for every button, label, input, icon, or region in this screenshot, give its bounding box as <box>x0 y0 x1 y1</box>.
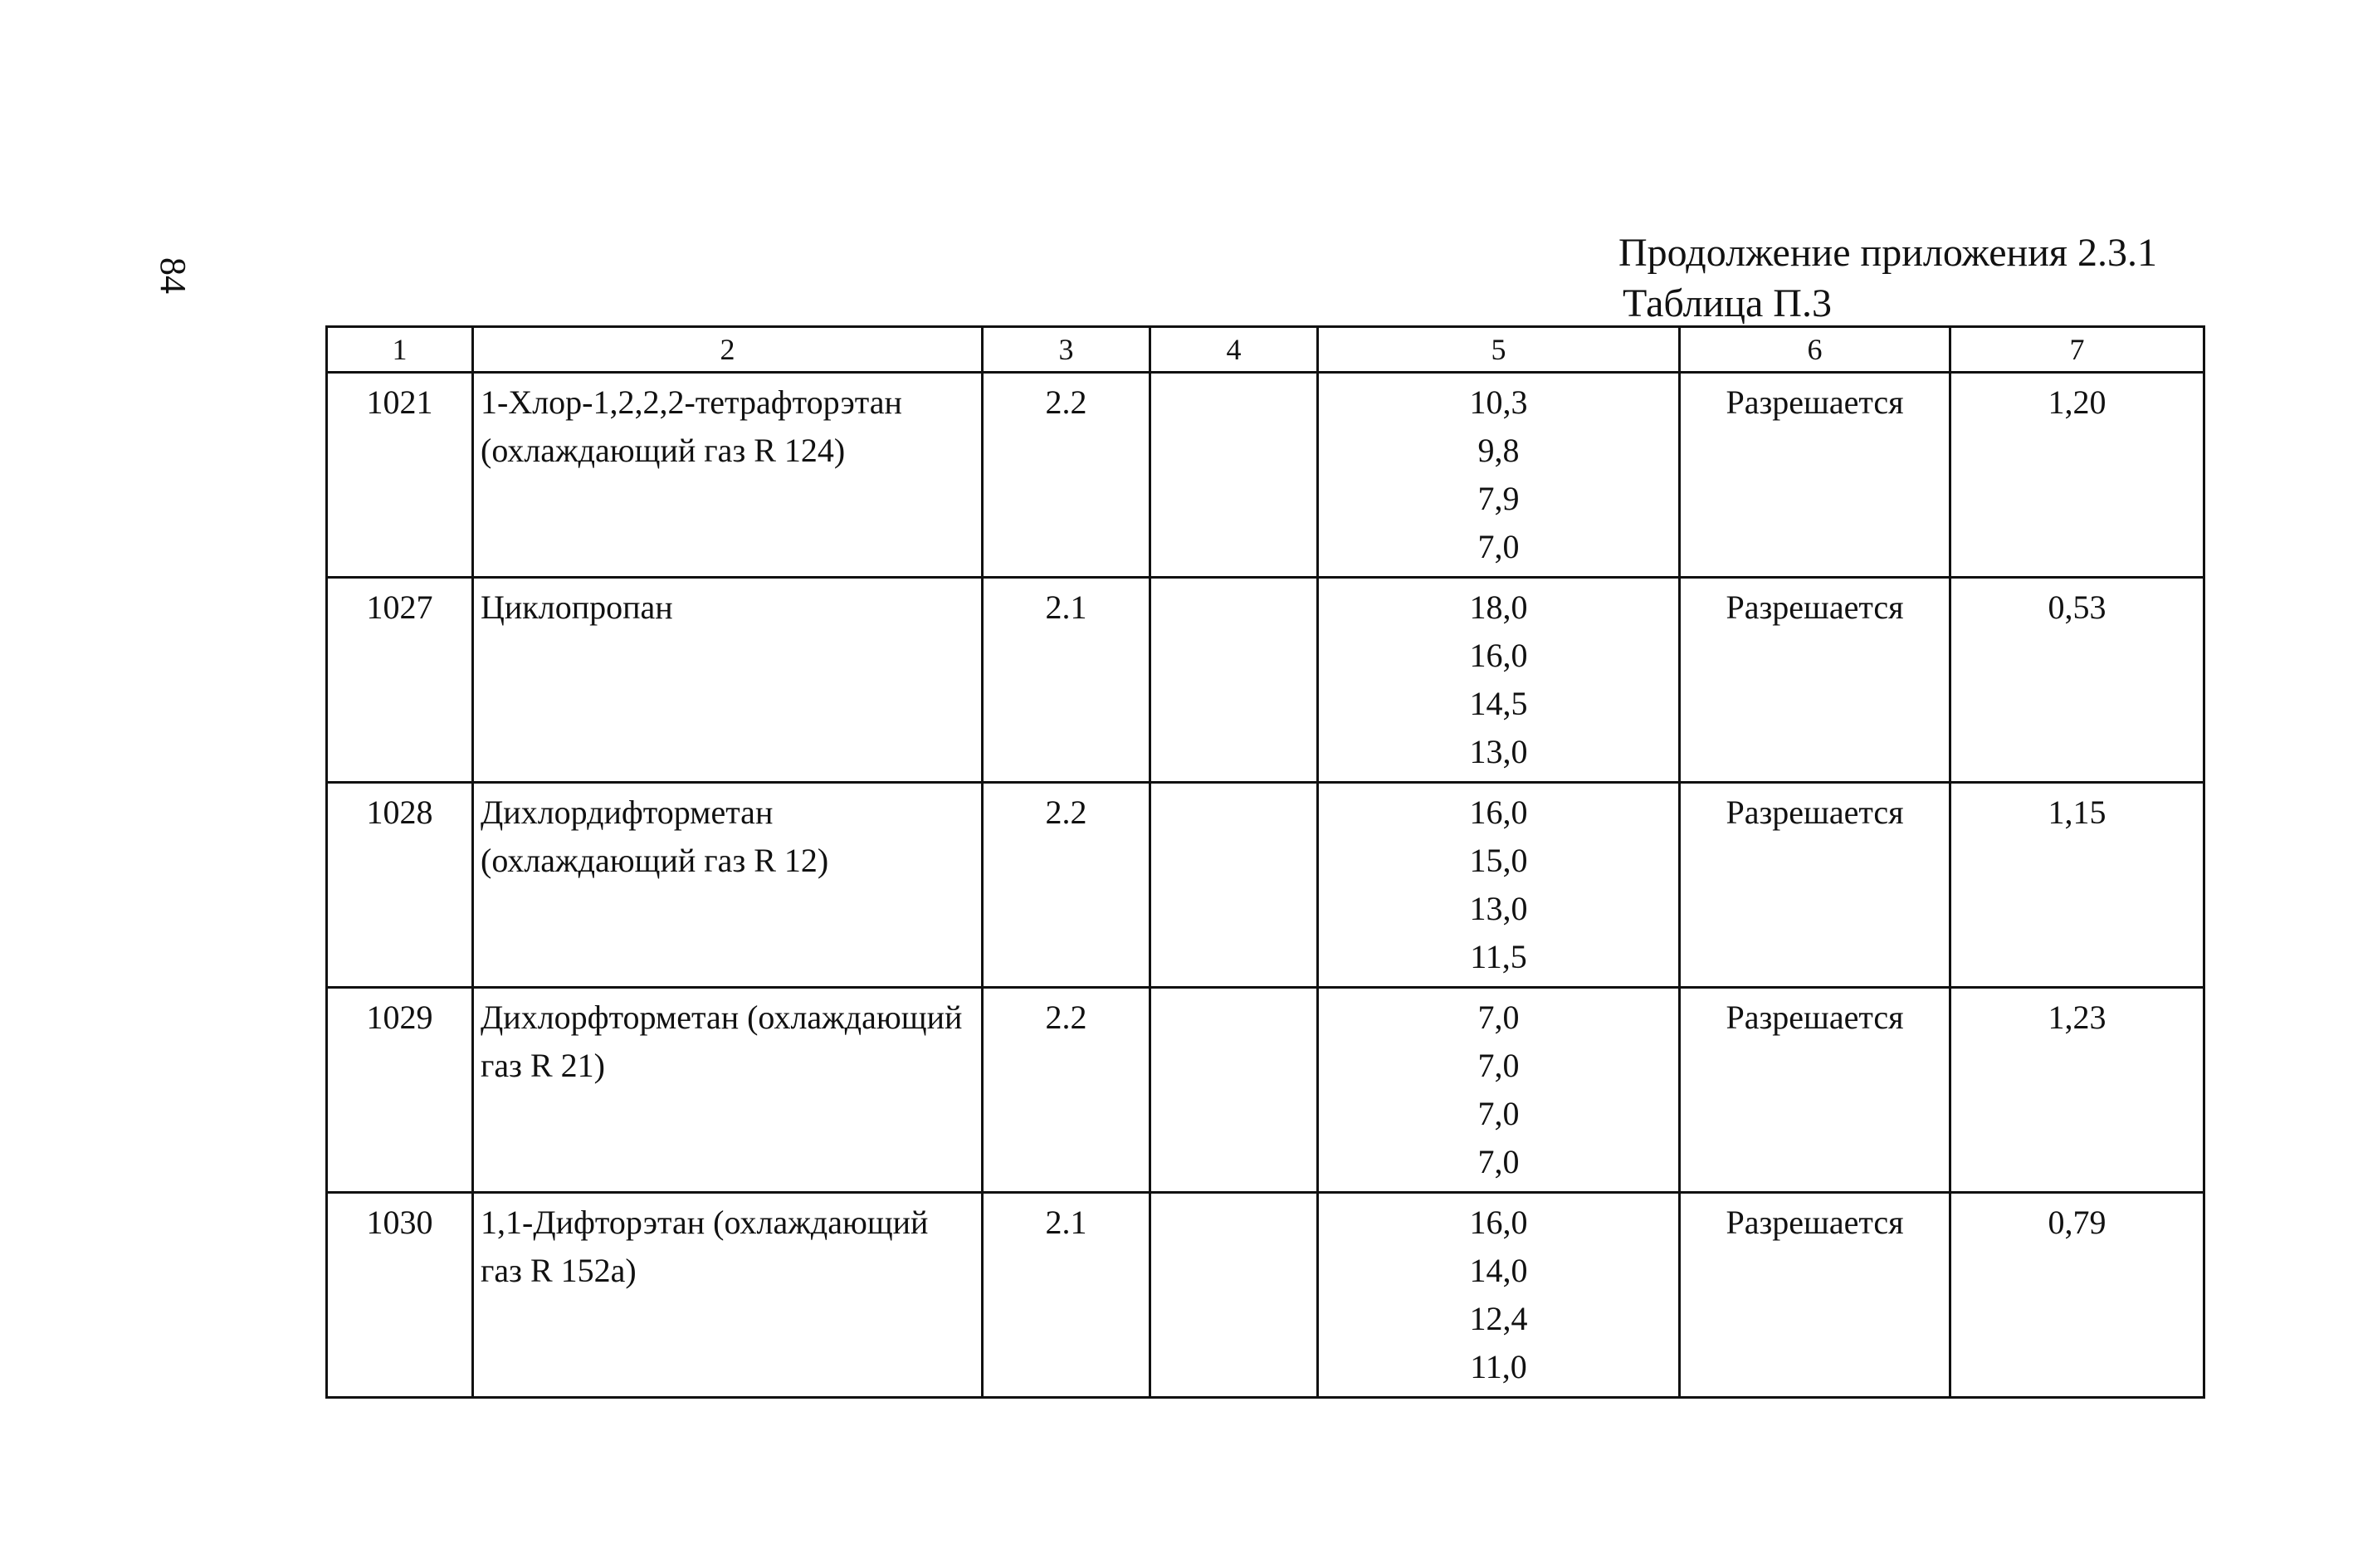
hazard-class-cell: 2.2 <box>983 988 1150 1193</box>
coefficient-cell: 0,79 <box>1950 1193 2204 1398</box>
header-cell-1: 1 <box>327 327 473 373</box>
substance-name-cell: Циклопропан <box>473 578 983 783</box>
value-entry: 14,0 <box>1469 1252 1528 1289</box>
value-entry: 9,8 <box>1477 432 1520 469</box>
column-4-cell <box>1150 578 1318 783</box>
values-cell <box>1318 988 1680 1193</box>
page-number: 84 <box>153 257 193 294</box>
value-entry: 14,5 <box>1469 685 1528 722</box>
value-entry: 18,0 <box>1469 589 1528 626</box>
value-entry: 7,0 <box>1477 1047 1520 1084</box>
value-entry: 16,0 <box>1469 794 1528 831</box>
value-entry: 16,0 <box>1469 1204 1528 1241</box>
un-number-cell: 1027 <box>327 578 473 783</box>
value-entry: 16,0 <box>1469 637 1528 674</box>
status-cell: Разрешается <box>1680 783 1950 988</box>
header-cell-3: 3 <box>983 327 1150 373</box>
un-number-cell: 1028 <box>327 783 473 988</box>
status-cell: Разрешается <box>1680 578 1950 783</box>
table-row <box>327 373 2204 578</box>
coefficient-cell: 1,15 <box>1950 783 2204 988</box>
value-entry: 10,3 <box>1469 383 1528 421</box>
value-entry: 11,0 <box>1470 1348 1527 1385</box>
continuation-caption: Продолжение приложения 2.3.1 <box>1618 231 2157 275</box>
un-number-cell: 1030 <box>327 1193 473 1398</box>
substance-name-cell: Дихлорфторметан (охлаждающий газ R 21) <box>473 988 983 1193</box>
substance-name-cell: 1,1-Дифторэтан (охлаждающий газ R 152а) <box>473 1193 983 1398</box>
header-cell-2: 2 <box>473 327 983 373</box>
values-cell <box>1318 1193 1680 1398</box>
value-entry: 13,0 <box>1469 733 1528 770</box>
table-row <box>327 578 2204 783</box>
value-entry: 7,0 <box>1477 1095 1520 1132</box>
status-cell: Разрешается <box>1680 1193 1950 1398</box>
header-cell-6: 6 <box>1680 327 1950 373</box>
column-4-cell <box>1150 988 1318 1193</box>
value-entry: 7,9 <box>1477 480 1520 517</box>
substance-name-cell: Дихлордифторметан (охлаждающий газ R 12) <box>473 783 983 988</box>
hazard-class-cell: 2.1 <box>983 1193 1150 1398</box>
table-caption: Таблица П.3 <box>1623 281 1832 325</box>
table-header-row <box>327 327 2204 373</box>
header-cell-4: 4 <box>1150 327 1318 373</box>
value-entry: 13,0 <box>1469 890 1528 927</box>
value-entry: 7,0 <box>1477 999 1520 1036</box>
column-4-cell <box>1150 783 1318 988</box>
coefficient-cell: 1,23 <box>1950 988 2204 1193</box>
status-cell: Разрешается <box>1680 988 1950 1193</box>
hazard-class-cell: 2.2 <box>983 373 1150 578</box>
coefficient-cell: 1,20 <box>1950 373 2204 578</box>
column-4-cell <box>1150 1193 1318 1398</box>
table-row <box>327 1193 2204 1398</box>
value-entry: 11,5 <box>1470 938 1527 975</box>
substances-table <box>325 325 2205 1399</box>
values-cell <box>1318 373 1680 578</box>
substance-name-cell: 1-Хлор-1,2,2,2-тетрафторэтан (охлаждающий газ R 124) <box>473 373 983 578</box>
un-number-cell: 1029 <box>327 988 473 1193</box>
value-entry: 7,0 <box>1477 1143 1520 1180</box>
column-4-cell <box>1150 373 1318 578</box>
value-entry: 12,4 <box>1469 1300 1528 1337</box>
status-cell: Разрешается <box>1680 373 1950 578</box>
hazard-class-cell: 2.1 <box>983 578 1150 783</box>
values-cell <box>1318 578 1680 783</box>
un-number-cell: 1021 <box>327 373 473 578</box>
value-entry: 7,0 <box>1477 528 1520 565</box>
hazard-class-cell: 2.2 <box>983 783 1150 988</box>
table-row <box>327 783 2204 988</box>
header-cell-7: 7 <box>1950 327 2204 373</box>
values-cell <box>1318 783 1680 988</box>
coefficient-cell: 0,53 <box>1950 578 2204 783</box>
table-row <box>327 988 2204 1193</box>
header-cell-5: 5 <box>1318 327 1680 373</box>
value-entry: 15,0 <box>1469 842 1528 879</box>
